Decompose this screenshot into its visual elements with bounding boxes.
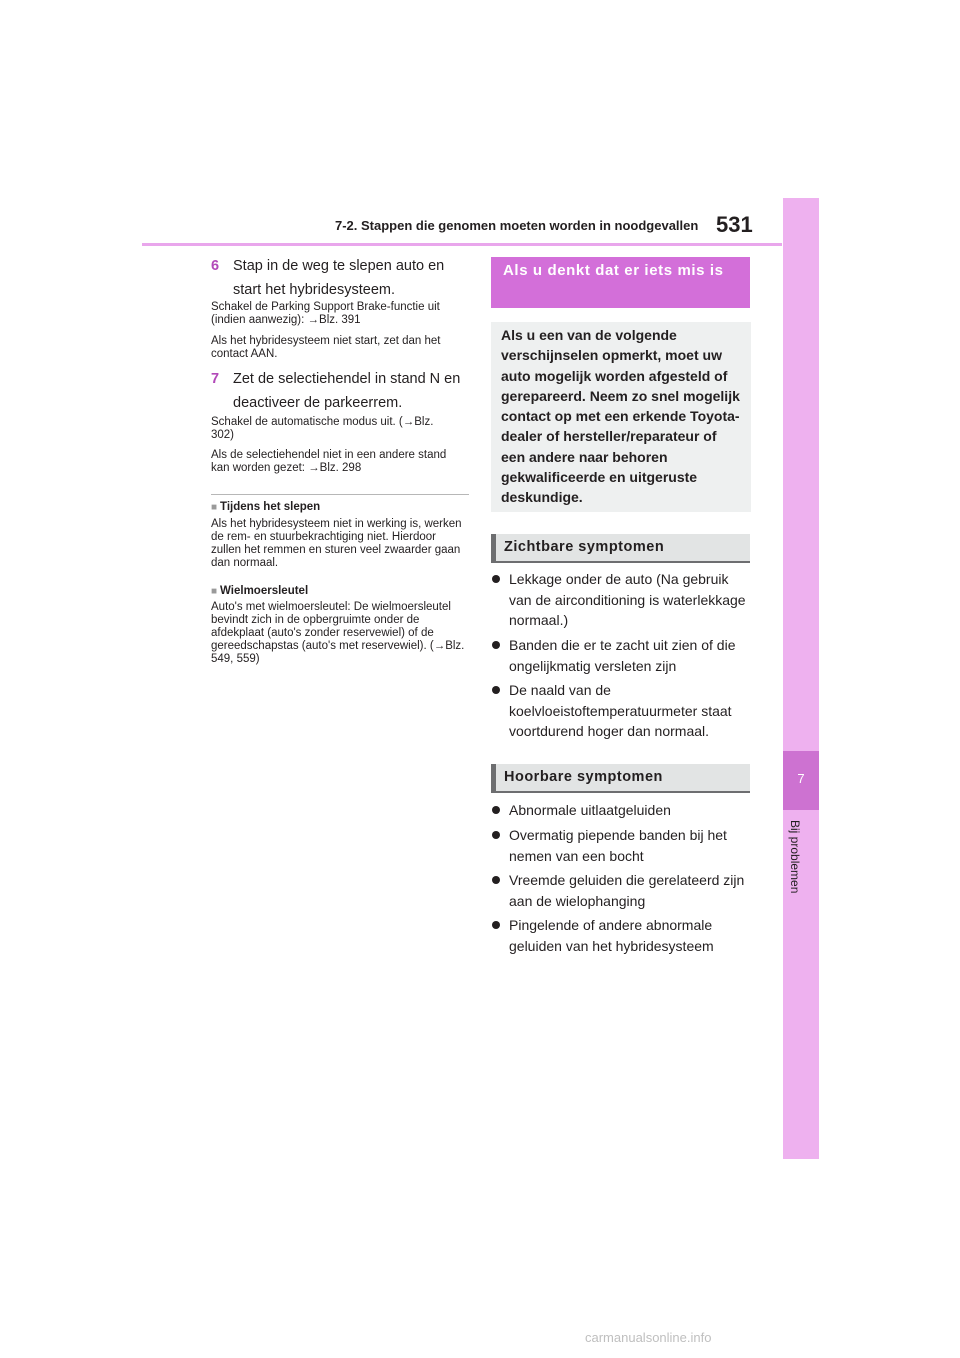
bullet-icon — [492, 831, 500, 839]
towing-text: Als het hybridesysteem niet in werking is, werken de rem- en stuurbekrachtiging niet. Hierdoor zullen het remmen en sturen veel zwaarder gaan dan normaal. — [211, 518, 462, 569]
wheel-text: Auto's met wielmoersleutel: De wielmoersleutel bevindt zich in de opbergruimte onder de afdekplaat (auto's zonder reservewiel) of de gereedschapstas (auto's met reservewiel). (→Blz. 549, 559) — [211, 601, 465, 665]
header-title: 7-2. Stappen die genomen moeten worden in noodgevallen — [335, 218, 699, 233]
visible-symptoms-heading: Zichtbare symptomen — [491, 534, 750, 563]
chapter-title: Bij problemen — [788, 820, 802, 894]
watermark: carmanualsonline.info — [585, 1330, 712, 1345]
bullet-icon — [492, 641, 500, 649]
side-tab — [783, 198, 819, 1159]
page-number: 531 — [716, 212, 753, 237]
wheel-heading: ■ Wielmoersleutel — [211, 585, 309, 597]
bullet-icon — [492, 686, 500, 694]
audible-symptoms-heading: Hoorbare symptomen — [491, 764, 750, 793]
note-7a: Schakel de automatische modus uit. (→Blz. 302) — [211, 416, 434, 441]
note-7b: Als de selectiehendel niet in een andere stand kan worden gezet: →Blz. 298 — [211, 449, 447, 474]
bullet-icon — [492, 806, 500, 814]
bullet-icon — [492, 921, 500, 929]
step-number: 7 — [211, 371, 220, 387]
step-number: 6 — [211, 258, 220, 274]
header-rule — [142, 243, 782, 246]
note-6a: Schakel de Parking Support Brake-functie uit (indien aanwezig): →Blz. 391 — [211, 301, 440, 326]
notice-box: Als u een van de volgende verschijnselen opmerkt, moet uw auto mogelijk worden afgesteld of gerepareerd. Neem zo snel mogelijk contact op met een erkende Toyota-dealer of hersteller/reparateur of een andere naar behoren gekwalificeerde en uitgeruste deskundige. — [491, 322, 751, 512]
note-6b: Als het hybridesysteem niet start, zet dan het contact AAN. — [211, 335, 441, 360]
section-divider — [211, 494, 469, 495]
section-banner: Als u denkt dat er iets mis is — [491, 257, 750, 308]
square-bullet-icon: ■ — [211, 502, 218, 513]
step-text: Stap in de weg te slepen auto en start het hybridesysteem. — [233, 258, 445, 298]
step-text: Zet de selectiehendel in stand N en deactiveer de parkeerrem. — [233, 371, 461, 411]
towing-heading: ■ Tijdens het slepen — [211, 501, 321, 513]
bullet-icon — [492, 575, 500, 583]
bullet-icon — [492, 876, 500, 884]
square-bullet-icon: ■ — [211, 586, 218, 597]
chapter-number: 7 — [783, 751, 819, 810]
